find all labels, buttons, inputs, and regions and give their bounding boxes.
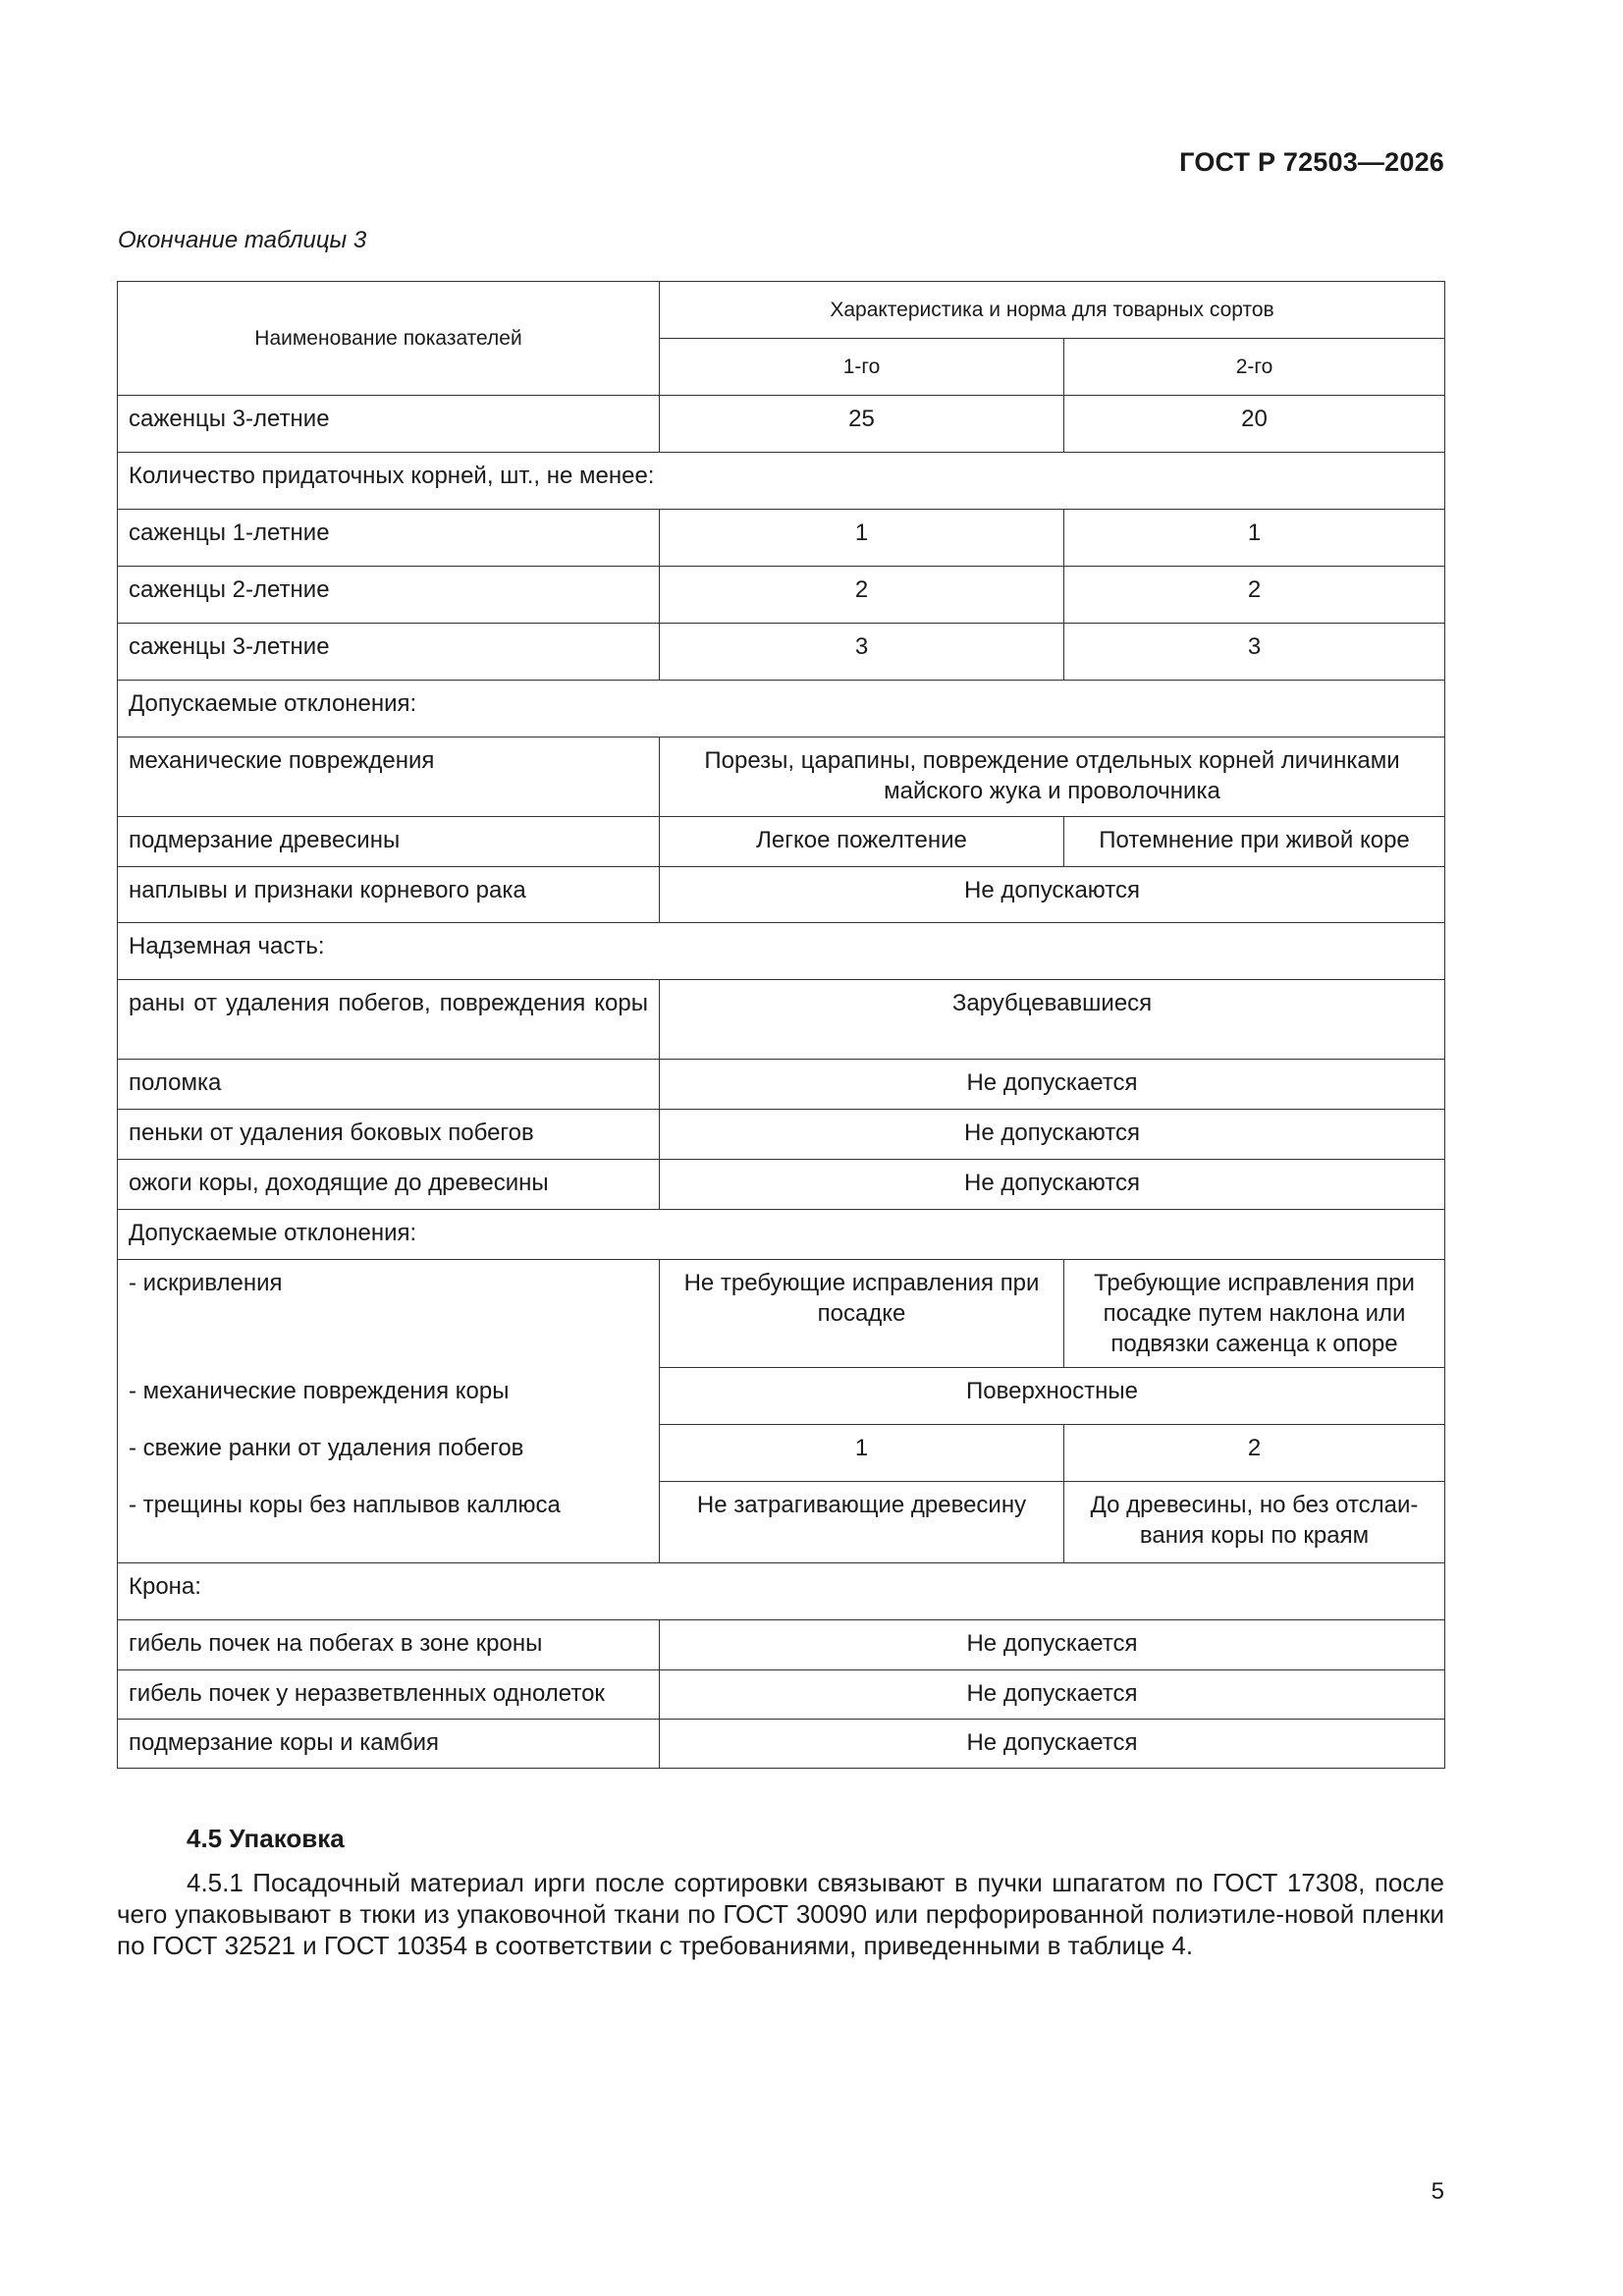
grade-2-value: 2 — [1064, 567, 1445, 624]
group-heading: Количество придаточных корней, шт., не менее: — [118, 453, 1445, 510]
row-label: подмерзание коры и камбия — [118, 1720, 660, 1769]
page-number: 5 — [1431, 2178, 1444, 2205]
table-row — [118, 1110, 1445, 1160]
row-label: механические повреждения — [118, 738, 660, 817]
table-row — [118, 510, 1445, 567]
grade-2-value: Потемнение при живой коре — [1064, 817, 1445, 867]
merged-value: Не допускается — [660, 1670, 1445, 1720]
table-row — [118, 817, 1445, 867]
table-row — [118, 1670, 1445, 1720]
specification-table — [117, 281, 1445, 1769]
row-label: саженцы 3-летние — [118, 396, 660, 453]
row-label: раны от удаления побегов, повреждения коры — [118, 980, 660, 1060]
row-label: пеньки от удаления боковых побегов — [118, 1110, 660, 1160]
grade-1-value: 3 — [660, 624, 1064, 681]
grade-2-value: 2 — [1064, 1425, 1445, 1482]
grade-1-value: Не требующие исправления при посадке — [660, 1260, 1064, 1368]
table-row — [118, 923, 1445, 980]
table-row — [118, 1720, 1445, 1769]
row-label: - механические повреждения коры — [118, 1368, 660, 1425]
merged-value: Не допускается — [660, 1620, 1445, 1670]
row-label: подмерзание древесины — [118, 817, 660, 867]
grade-2-value: 1 — [1064, 510, 1445, 567]
table-row — [118, 1620, 1445, 1670]
merged-value: Порезы, царапины, повреждение отдельных корней личинками майского жука и проволочника — [660, 738, 1445, 817]
row-label: саженцы 1-летние — [118, 510, 660, 567]
row-label: ожоги коры, доходящие до древесины — [118, 1160, 660, 1210]
merged-value: Не допускается — [660, 1060, 1445, 1110]
header-grade-group: Характеристика и норма для товарных сортов — [660, 282, 1445, 339]
grade-2-value: 20 — [1064, 396, 1445, 453]
grade-1-value: 1 — [660, 510, 1064, 567]
table-row — [118, 1563, 1445, 1620]
document-code: ГОСТ Р 72503—2026 — [1179, 147, 1444, 177]
table-row — [118, 1425, 1445, 1482]
table-row — [118, 1260, 1445, 1368]
section-body — [117, 1867, 1444, 1961]
grade-2-value: 3 — [1064, 624, 1445, 681]
table-row — [118, 1210, 1445, 1260]
table-row — [118, 1160, 1445, 1210]
grade-2-value: Требующие исправления при посадке путем наклона или подвязки саженца к опоре — [1064, 1260, 1445, 1368]
merged-value: Не допускаются — [660, 1160, 1445, 1210]
group-heading: Крона: — [118, 1563, 1445, 1620]
merged-value: Поверхностные — [660, 1368, 1445, 1425]
table-row — [118, 396, 1445, 453]
table-row — [118, 624, 1445, 681]
row-label: - искривления — [118, 1260, 660, 1368]
grade-1-value: 25 — [660, 396, 1064, 453]
row-label: саженцы 2-летние — [118, 567, 660, 624]
table-row — [118, 1482, 1445, 1563]
table-row — [118, 1060, 1445, 1110]
merged-value: Не допускаются — [660, 867, 1445, 923]
table-caption: Окончание таблицы 3 — [118, 227, 367, 253]
header-grade-2: 2-го — [1064, 339, 1445, 396]
merged-value: Не допускаются — [660, 1110, 1445, 1160]
table-row — [118, 567, 1445, 624]
grade-1-value: Легкое пожелтение — [660, 817, 1064, 867]
section-heading: 4.5 Упаковка — [187, 1824, 345, 1853]
row-label: гибель почек у неразветвленных однолеток — [118, 1670, 660, 1720]
row-label: - трещины коры без наплывов каллюса — [118, 1482, 660, 1563]
group-heading: Надземная часть: — [118, 923, 1445, 980]
header-indicator-name: Наименование показателей — [118, 282, 660, 396]
row-label: наплывы и признаки корневого рака — [118, 867, 660, 923]
section-paragraph: 4.5.1 Посадочный материал ирги после сортировки связывают в пучки шпагатом по ГОСТ 17308, после чего упаковывают в тюки из упаковочной ткани по ГОСТ 30090 или перфорированной полиэтиле-новой пленки по ГОСТ 32521 и ГОСТ 10354 в соответствии с требованиями, приведенными в таблице 4. — [117, 1868, 1444, 1960]
header-grade-1: 1-го — [660, 339, 1064, 396]
merged-value: Не допускается — [660, 1720, 1445, 1769]
grade-1-value: Не затрагивающие древесину — [660, 1482, 1064, 1563]
table-row — [118, 453, 1445, 510]
group-heading: Допускаемые отклонения: — [118, 681, 1445, 738]
row-label: - свежие ранки от удаления побегов — [118, 1425, 660, 1482]
table-row — [118, 738, 1445, 817]
table-header-row — [118, 282, 1445, 339]
table-row — [118, 1368, 1445, 1425]
grade-2-value: До древесины, но без отслаи-вания коры по краям — [1064, 1482, 1445, 1563]
grade-1-value: 2 — [660, 567, 1064, 624]
row-label: саженцы 3-летние — [118, 624, 660, 681]
merged-value: Зарубцевавшиеся — [660, 980, 1445, 1060]
table-row — [118, 980, 1445, 1060]
table-row — [118, 681, 1445, 738]
table-row — [118, 867, 1445, 923]
row-label: поломка — [118, 1060, 660, 1110]
group-heading: Допускаемые отклонения: — [118, 1210, 1445, 1260]
grade-1-value: 1 — [660, 1425, 1064, 1482]
row-label: гибель почек на побегах в зоне кроны — [118, 1620, 660, 1670]
